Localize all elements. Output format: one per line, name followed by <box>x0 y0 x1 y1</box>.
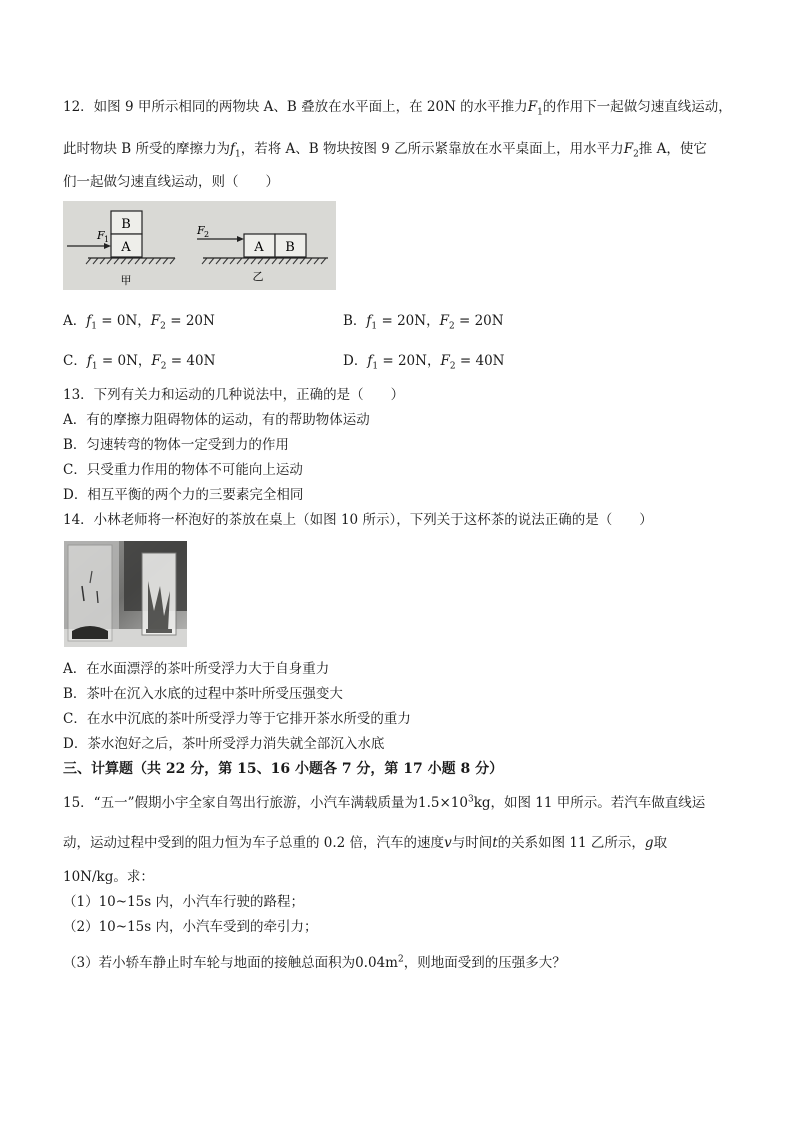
q14-option-a[interactable]: A．在水面漂浮的茶叶所受浮力大于自身重力 <box>63 661 330 677</box>
q12-option-b[interactable]: B．$f_1 = 20N$，$F_2 = 20N$ <box>343 313 504 332</box>
q15-var-t: t <box>492 835 498 851</box>
option-c-f1: 0N <box>117 353 138 369</box>
figure-9-svg <box>63 201 336 290</box>
q15-mass-exp: 3 <box>467 794 474 805</box>
q12-option-d[interactable]: D．$f_1 = 20N$，$F_2 = 40N$ <box>343 353 505 372</box>
q12-line-2 <box>63 140 707 158</box>
section-3-heading: 三、计算题（共 22 分，第 15、16 小题各 7 分，第 17 小题 8 分） <box>63 761 504 777</box>
q13-option-b[interactable]: B．匀速转弯的物体一定受到力的作用 <box>63 437 289 453</box>
option-prefix: B． <box>343 313 367 329</box>
figure-10-tea-photo <box>64 541 187 647</box>
option-a-f2: 20N <box>185 313 215 329</box>
q12-line-1 <box>63 98 732 116</box>
q14-option-b[interactable]: B．茶叶在沉入水底的过程中茶叶所受压强变大 <box>63 686 343 702</box>
q13-option-a[interactable]: A．有的摩擦力阻碍物体的运动，有的帮助物体运动 <box>63 412 370 428</box>
option-d-f2: 40N <box>475 353 505 369</box>
q15-line-2 <box>63 834 667 852</box>
label-jia: 甲 <box>120 274 132 287</box>
q15-mass: 1.5×10 <box>417 795 468 811</box>
option-prefix: D． <box>343 353 368 369</box>
option-prefix: A． <box>63 313 87 329</box>
tea-photo-svg <box>64 541 187 647</box>
option-prefix: C． <box>63 353 87 369</box>
q15-line-1 <box>63 794 705 812</box>
option-a-f1: 0N <box>116 313 138 329</box>
label-f1: F <box>97 229 105 242</box>
q12-text-2c: 推 A，使它 <box>638 141 707 157</box>
q15-text-1a: 15．“五一”假期小宇全家自驾出行旅游，小汽车满载质量为 <box>63 795 418 811</box>
q15-text-3b: ，则地面受到的压强多大？ <box>403 955 566 971</box>
q12-line-3: 们一起做匀速直线运动，则（ ） <box>63 174 279 190</box>
q15-text-2b: 与时间 <box>451 835 493 851</box>
q12-text-2a: 此时物块 B 所受的摩擦力为 <box>63 141 231 157</box>
q12-text-1: 12．如图 9 甲所示相同的两物块 A、B 叠放在水平面上，在 20N 的水平推力 <box>63 99 528 115</box>
q15-var-v: v <box>444 835 452 851</box>
q12-text-2b: ，若将 A、B 物块按图 9 乙所示紧靠放在水平桌面上，用水平力 <box>240 141 624 157</box>
figure-9 <box>63 201 336 290</box>
label-yi: 乙 <box>252 270 264 283</box>
q15-part-1: （1）10~15s 内，小汽车行驶的路程； <box>63 894 304 910</box>
q15-part-2: （2）10~15s 内，小汽车受到的牵引力； <box>63 919 318 935</box>
q15-var-g: g <box>644 835 654 851</box>
label-f1-sub: 1 <box>104 235 110 244</box>
option-b-f1: 20N <box>397 313 427 329</box>
q15-mass-unit: kg <box>473 795 491 811</box>
q12-var-f1: f <box>230 141 236 157</box>
q12-sub-1: 1 <box>537 107 543 118</box>
q15-text-2a: 动，运动过程中受到的阻力恒为车子总重的 0.2 倍，汽车的速度 <box>63 835 445 851</box>
option-d-f1: 20N <box>397 353 427 369</box>
q14-stem: 14．小林老师将一杯泡好的茶放在桌上（如图 10 所示），下列关于这杯茶的说法正确的是（ ） <box>63 512 653 528</box>
q13-option-d[interactable]: D．相互平衡的两个力的三要素完全相同 <box>63 487 304 503</box>
option-b-f2: 20N <box>474 313 504 329</box>
q15-text-1b: ，如图 11 甲所示。若汽车做直线运 <box>490 795 706 811</box>
label-f2-sub: 2 <box>204 230 210 239</box>
label-f2: F <box>197 224 205 237</box>
q12-option-a[interactable]: A．$f_1 = 0N$，$F_2 = 20N$ <box>63 313 215 332</box>
label-a-jia: A <box>121 240 131 255</box>
q15-text-2c: 的关系如图 11 乙所示， <box>497 835 645 851</box>
q12-var-F1: F <box>527 99 538 115</box>
q15-area: 0.04m <box>355 955 398 971</box>
q15-part-3 <box>63 954 566 972</box>
label-b-jia: B <box>121 217 131 232</box>
q15-text-2d: 取 <box>653 835 668 851</box>
q12-option-c[interactable]: C．$f_1 = 0N$，$F_2 = 40N$ <box>63 353 216 372</box>
q15-area-exp: 2 <box>397 954 404 965</box>
q12-text-1b: 的作用下一起做匀速直线运动， <box>542 99 732 115</box>
q14-option-d[interactable]: D．茶水泡好之后，茶叶所受浮力消失就全部沉入水底 <box>63 736 385 752</box>
q12-sub-3: 2 <box>633 149 639 160</box>
q14-option-c[interactable]: C．在水中沉底的茶叶所受浮力等于它排开茶水所受的重力 <box>63 711 411 727</box>
q15-line-3: 10N/kg。求： <box>63 869 154 885</box>
label-a-yi: A <box>254 240 264 255</box>
q12-var-F2: F <box>623 141 634 157</box>
label-b-yi: B <box>285 240 295 255</box>
q13-stem: 13．下列有关力和运动的几种说法中，正确的是（ ） <box>63 387 405 403</box>
q12-sub-2: 1 <box>235 149 241 160</box>
option-c-f2: 40N <box>186 353 216 369</box>
q13-option-c[interactable]: C．只受重力作用的物体不可能向上运动 <box>63 462 303 478</box>
q15-text-3a: （3）若小轿车静止时车轮与地面的接触总面积为 <box>63 955 356 971</box>
